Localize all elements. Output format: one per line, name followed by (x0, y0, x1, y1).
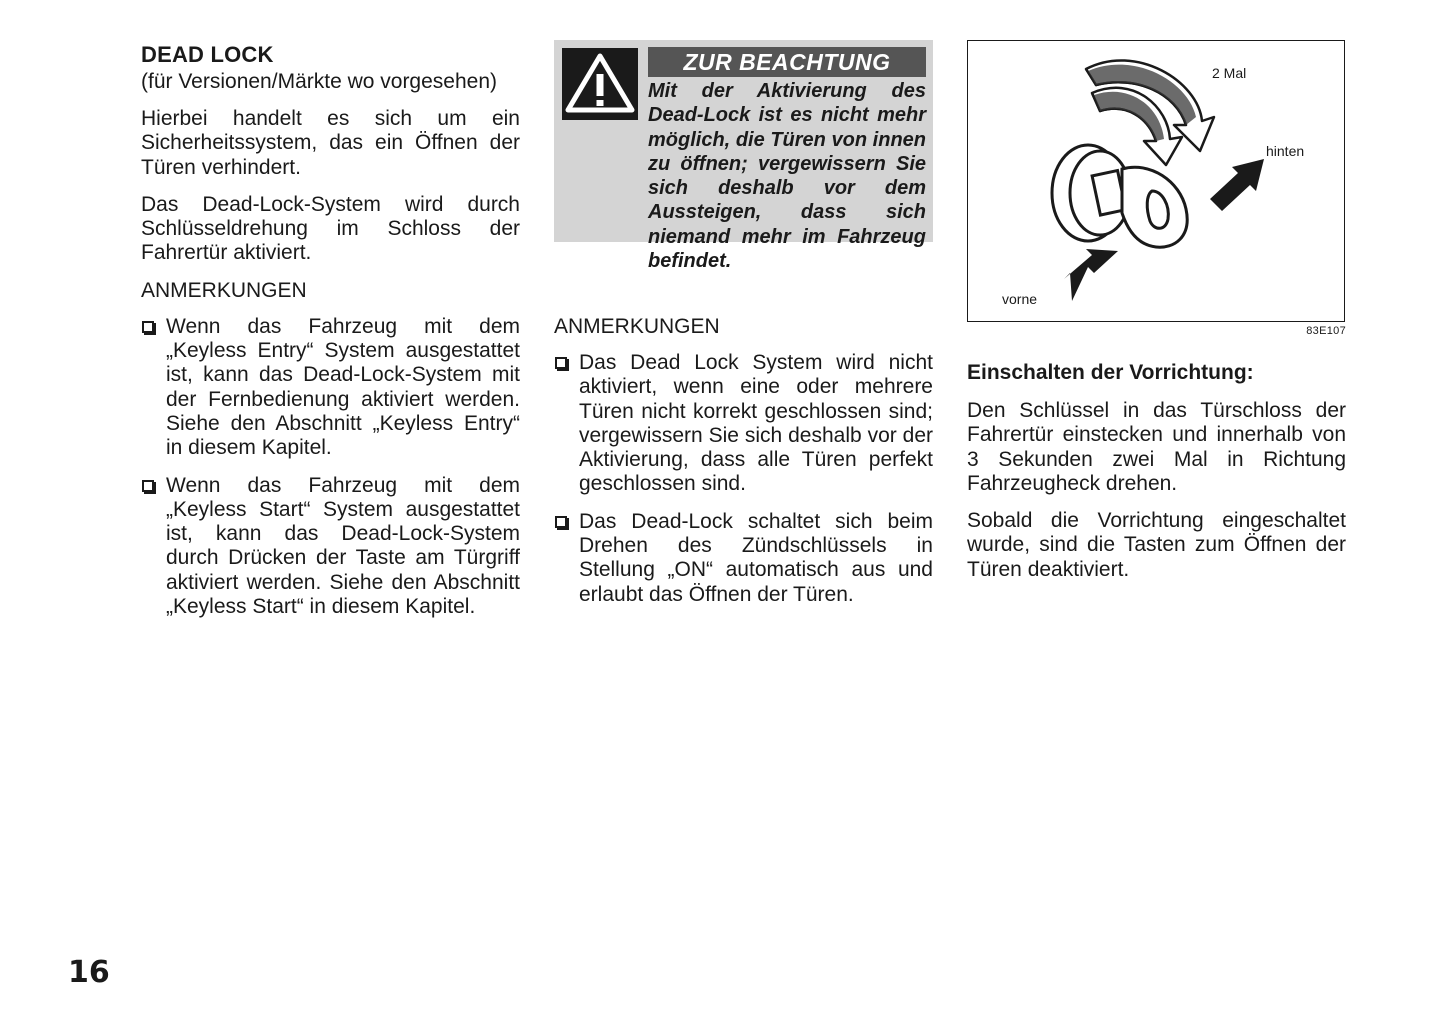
notes-list (141, 315, 520, 620)
warning-box (554, 40, 933, 273)
page-number: 16 (68, 955, 110, 990)
figure-code: 83E107 (1306, 325, 1346, 337)
section-subtitle: (für Versionen/Märkte wo vorgesehen) (141, 70, 498, 93)
checkbox-bullet-icon (142, 480, 154, 492)
instruction-paragraph: Den Schlüssel in das Türschloss der Fahrertür einstecken und innerhalb von 3 Sekunden zwei Mal in Richtung Fahrzeugheck drehen. (967, 399, 1346, 495)
checkbox-bullet-icon (555, 516, 567, 528)
activation-paragraph: Das Dead-Lock-System wird durch Schlüsseldrehung im Schloss der Fahrertür aktiviert. (141, 192, 520, 265)
list-item: Das Dead Lock System wird nicht aktiviert, wenn eine oder mehrere Türen nicht korrekt geschlossen sind; vergewissern Sie sich deshalb vor der Aktivierung, dass alle Türen perfekt geschlossen sind. (554, 351, 933, 497)
label-vorne: vorne (1002, 291, 1038, 307)
column-3 (967, 40, 1346, 582)
key-turn-illustration (967, 40, 1345, 322)
section-title: DEAD LOCK (141, 42, 274, 67)
intro-paragraph: Hierbei handelt es sich um ein Sicherheitssystem, das ein Öffnen der Türen verhindert. (141, 107, 520, 179)
result-paragraph: Sobald die Vorrichtung eingeschaltet wurde, sind die Tasten zum Öffnen der Türen deaktiviert. (967, 509, 1346, 581)
list-item: Das Dead-Lock schaltet sich beim Drehen des Zündschlüssels in Stellung „ON“ automatisch aus und erlaubt das Öffnen der Türen. (554, 510, 933, 607)
subsection-heading: Einschalten der Vorrichtung: (967, 361, 1254, 384)
warning-text-body: Mit der Aktivierung des Dead-Lock ist es nicht mehr möglich, die Türen von innen zu öffnen; vergewissern Sie sich deshalb vor dem Aussteigen, dass sich niemand mehr im Fahrzeug befindet. (648, 80, 926, 273)
list-item: Wenn das Fahrzeug mit dem „Keyless Entry“ System ausgestattet ist, kann das Dead-Lock-System mit der Fernbedienung aktiviert werden. Siehe den Abschnitt „Keyless Entry“ in diesem Kapitel. (141, 315, 520, 461)
checkbox-bullet-icon (142, 321, 154, 333)
notes-label: ANMERKUNGEN (554, 315, 720, 338)
label-hinten: hinten (1266, 143, 1305, 159)
notes-list (554, 351, 933, 607)
warning-title: ZUR BEACHTUNG (648, 47, 926, 77)
list-item: Wenn das Fahrzeug mit dem „Keyless Start“ System ausgestattet ist, kann das Dead-Lock-System durch Drücken der Taste am Türgriff aktiviert werden. Siehe den Abschnitt „Keyless Start“ in diesem Kapitel. (141, 474, 520, 620)
key-lock-drawing (968, 41, 1344, 321)
label-2mal: 2 Mal (1212, 65, 1247, 81)
warning-triangle-icon (562, 48, 638, 120)
column-1 (141, 40, 520, 632)
notes-label: ANMERKUNGEN (141, 278, 307, 302)
column-2 (554, 40, 933, 620)
checkbox-bullet-icon (555, 357, 567, 369)
